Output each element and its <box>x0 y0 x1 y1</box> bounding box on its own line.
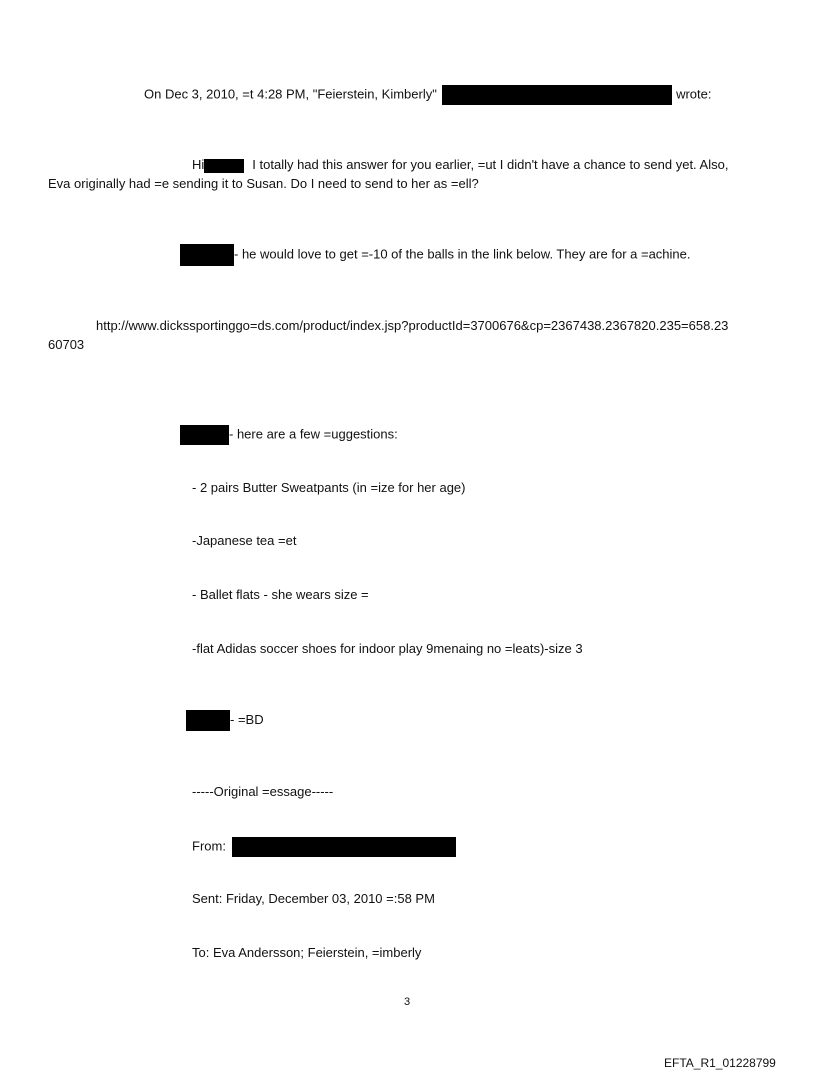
redacted-name-block <box>180 425 229 445</box>
from-line <box>192 837 456 857</box>
original-message-separator: -----Original =essage----- <box>192 784 334 799</box>
redacted-sender-block <box>232 837 456 857</box>
balls-request-line <box>180 244 691 266</box>
redacted-email-block <box>442 85 672 105</box>
reply-line-2: Eva originally had =e sending it to Susan. Do I need to send to her as =ell? <box>48 176 479 191</box>
redacted-name-block <box>180 244 234 266</box>
suggestion-item: -flat Adidas soccer shoes for indoor play 9menaing no =leats)-size 3 <box>192 641 583 656</box>
redacted-name-block <box>204 159 244 173</box>
sent-line: Sent: Friday, December 03, 2010 =:58 PM <box>192 891 435 906</box>
tbd-line <box>186 710 264 731</box>
tbd-text: - =BD <box>230 711 264 727</box>
product-link-line-2[interactable]: 60703 <box>48 337 85 352</box>
hi-word: Hi <box>192 157 205 172</box>
document-id-footer: EFTA_R1_01228799 <box>664 1056 776 1070</box>
quoted-header-text: On Dec 3, 2010, =t 4:28 PM, "Feierstein, Kimberly" <box>144 86 437 102</box>
suggestions-intro-line <box>180 425 398 445</box>
redacted-name-block <box>186 710 230 731</box>
suggestion-item: - Ballet flats - she wears size = <box>192 587 369 602</box>
suggestion-item: -Japanese tea =et <box>192 533 297 548</box>
from-label: From: <box>192 838 226 854</box>
wrote-label: wrote: <box>676 86 712 102</box>
suggestion-item: - 2 pairs Butter Sweatpants (in =ize for her age) <box>192 480 466 495</box>
product-link-line-1[interactable]: http://www.dickssportinggo=ds.com/product/index.jsp?productId=3700676&cp=2367438.2367820.235=658.23 <box>96 318 729 333</box>
reply-line-1 <box>192 156 728 173</box>
balls-request-text: - he would love to get =-10 of the balls in the link below. They are for a =achine. <box>234 246 691 262</box>
to-line: To: Eva Andersson; Feierstein, =imberly <box>192 945 422 960</box>
suggestions-intro-text: - here are a few =uggestions: <box>229 426 398 442</box>
reply-line-1-text: I totally had this answer for you earlier, =ut I didn't have a chance to send yet. Also, <box>252 157 729 172</box>
quoted-header-line <box>144 85 712 105</box>
page-number: 3 <box>404 996 411 1008</box>
